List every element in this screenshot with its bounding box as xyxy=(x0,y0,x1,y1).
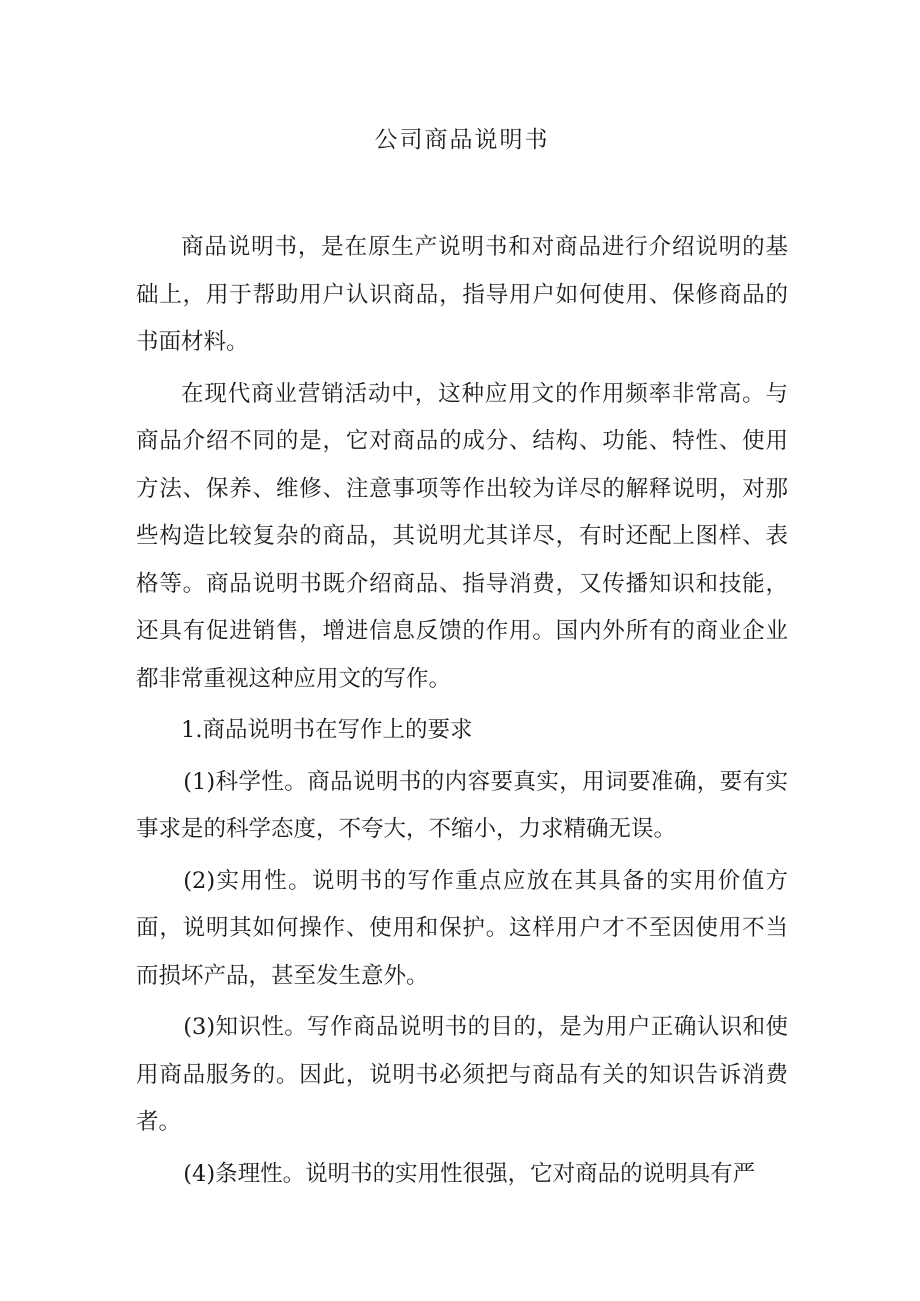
paragraph-role: 在现代商业营销活动中，这种应用文的作用频率非常高。与商品介绍不同的是，它对商品的成分、结构、功能、特性、使用方法、保养、维修、注意事项等作出较为详尽的解释说明，对那些构造比较复杂的商品，其说明尤其详尽，有时还配上图样、表格等。商品说明书既介绍商品、指导消费，又传播知识和技能，还具有促进销售，增进信息反馈的作用。国内外所有的商业企业都非常重视这种应用文的写作。 xyxy=(136,380,788,692)
requirement-scientific: (1)科学性。商品说明书的内容要真实，用词要准确，要有实事求是的科学态度，不夸大，不缩小，力求精确无误。 xyxy=(136,768,788,842)
requirement-organized: (4)条理性。说明书的实用性很强，它对商品的说明具有严 xyxy=(183,1160,756,1187)
document-title: 公司商品说明书 xyxy=(374,127,550,153)
section-heading-requirements: 1.商品说明书在写作上的要求 xyxy=(181,717,473,743)
paragraph-definition: 商品说明书，是在原生产说明书和对商品进行介绍说明的基础上，用于帮助用户认识商品，指导用户如何使用、保修商品的书面材料。 xyxy=(136,234,788,355)
requirement-knowledge: (3)知识性。写作商品说明书的目的，是为用户正确认识和使用商品服务的。因此，说明书必须把与商品有关的知识告诉消费者。 xyxy=(136,1014,788,1135)
requirement-practical: (2)实用性。说明书的写作重点应放在其具备的实用价值方面，说明其如何操作、使用和保护。这样用户才不至因使用不当而损坏产品，甚至发生意外。 xyxy=(136,867,788,989)
